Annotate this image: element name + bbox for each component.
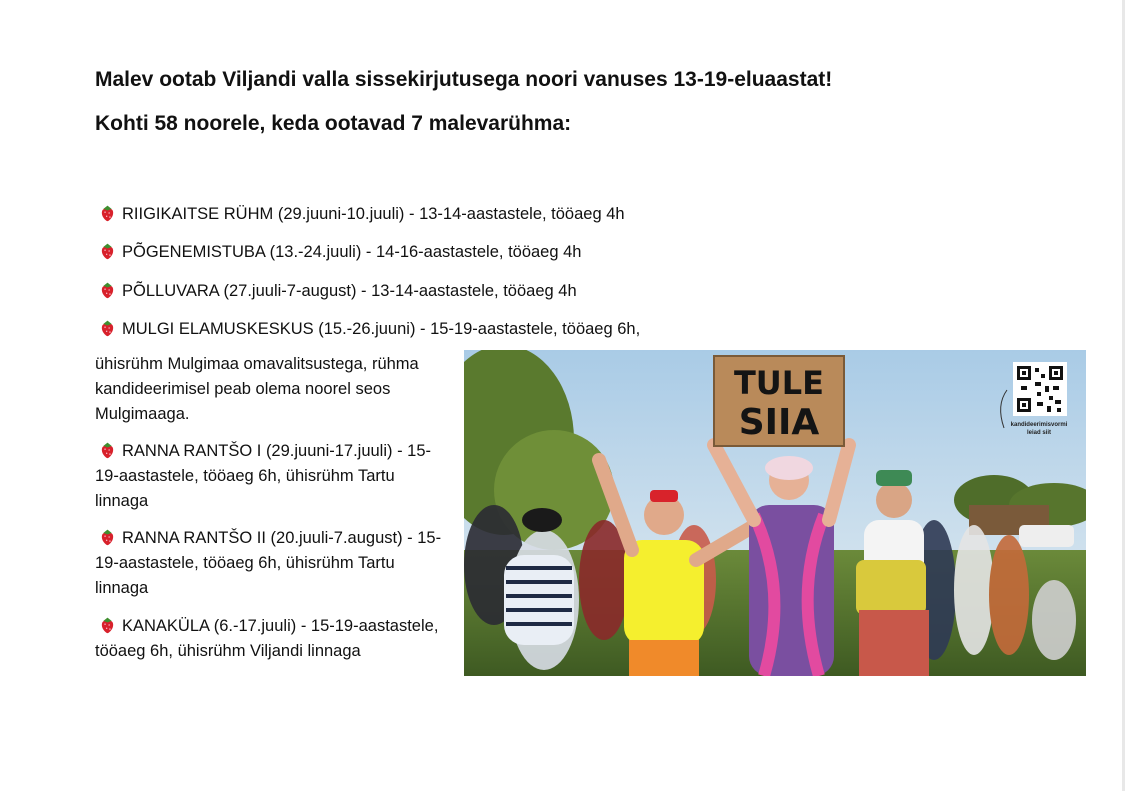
group-pogenemistuba: PÕGENEMISTUBA (13.-24.juuli) - 14-16-aastastele, tööaeg 4h [122,243,582,261]
group-polluvara: PÕLLUVARA (27.juuli-7-august) - 13-14-aastastele, tööaeg 4h [122,282,577,300]
subheadline: Kohti 58 noorele, keda ootavad 7 malevarühma: [95,112,572,135]
sign-line-1: TULE [733,364,825,402]
strawberry-icon [99,204,116,222]
list-item [95,526,450,601]
list-item-continuation: ühisrühm Mulgimaa omavalitsustega, rühma kandideerimisel peab olema noorel seos Mulgimaaga. [95,355,419,423]
group-ranna-rantso-1: RANNA RANTŠO I (29.juuni-17.juuli) - 15-19-aastastele, tööaeg 6h, ühisrühm Tartu linnaga [95,442,432,510]
group-riigikaitse: RIIGIKAITSE RÜHM (29.juuni-10.juuli) - 13-14-aastastele, tööaeg 4h [122,205,625,223]
list-item [95,439,450,514]
list-item [95,202,625,227]
strawberry-icon [99,319,116,337]
list-item [95,614,450,664]
list-item [95,279,577,304]
strawberry-icon [99,281,116,299]
qr-caption: kandideerimisvormi leiad siit [1010,422,1068,436]
strawberry-icon [99,242,116,260]
sign-line-2: SIIA [738,402,820,443]
list-item [95,240,581,265]
group-kanakula: KANAKÜLA (6.-17.juuli) - 15-19-aastastele, tööaeg 6h, ühisrühm Viljandi linnaga [95,617,439,660]
list-item [95,317,640,342]
headline: Malev ootab Viljandi valla sissekirjutusega noori vanuses 13-19-eluaastat! [95,68,833,91]
strawberry-icon [99,528,116,546]
camp-photo [464,350,1086,676]
strawberry-icon [99,441,116,459]
group-ranna-rantso-2: RANNA RANTŠO II (20.juuli-7.august) - 15-19-aastastele, tööaeg 6h, ühisrühm Tartu linnaga [95,529,442,597]
group-mulgi: MULGI ELAMUSKESKUS (15.-26.juuni) - 15-19-aastastele, tööaeg 6h, [122,320,641,338]
strawberry-icon [99,616,116,634]
